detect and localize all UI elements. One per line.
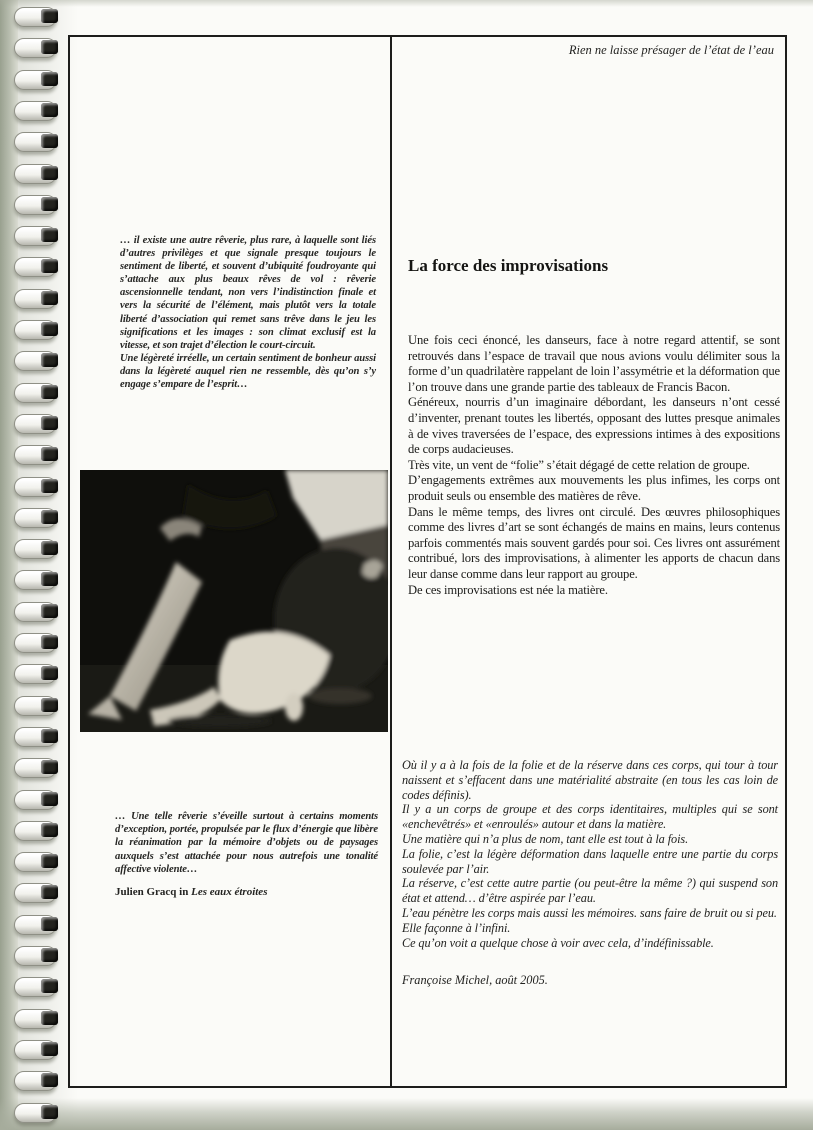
quote-attribution — [115, 886, 378, 898]
scanner-background-top — [0, 0, 813, 7]
binding-ring — [14, 1070, 58, 1092]
binding-ring — [14, 601, 58, 623]
running-head: Rien ne laisse présager de l’état de l’eau — [568, 43, 774, 57]
gracq-quote-2: … Une telle rêverie s’éveille surtout à certains moments d’exception, portée, propulsée par le flux d’énergie que libère la réanimation par la mémoire d’objets ou de paysages auxquels s’est attachée pour nous autrefois une tonalité affective violente… — [115, 811, 378, 875]
binding-ring — [14, 413, 58, 435]
attribution-book-title: Les eaux étroites — [191, 886, 268, 898]
binding-ring — [14, 789, 58, 811]
binding-ring — [14, 1008, 58, 1030]
binding-ring — [14, 538, 58, 560]
binding-ring — [14, 726, 58, 748]
paragraph: Une fois ceci énoncé, les danseurs, face à notre regard attentif, se sont retrouvés dans l’espace de travail que nous avions voulu délimiter sous la forme d’un quadrilatère rappelant de loin l’assymétrie et la déformation que l’on trouve dans une grande partie des tableaux de Francis Bacon. — [408, 333, 780, 394]
binding-ring — [14, 163, 58, 185]
binding-ring — [14, 256, 58, 278]
section-title: La force des improvisations — [408, 256, 609, 275]
binding-ring — [14, 632, 58, 654]
column-divider — [390, 37, 392, 1086]
paragraph: La réserve, c’est cette autre partie (ou peut-être la même ?) qui suspend son état et attend… d’être aspirée par l’eau. — [402, 876, 778, 906]
binding-ring — [14, 225, 58, 247]
binding-ring — [14, 945, 58, 967]
body-text — [408, 333, 780, 598]
binding-ring — [14, 1102, 58, 1124]
attribution-author: Julien Gracq in — [115, 886, 192, 898]
paragraph: Ce qu’on voit a quelque chose à voir avec cela, d’indéfinissable. — [402, 935, 714, 950]
page-frame — [68, 35, 787, 1088]
binding-ring — [14, 914, 58, 936]
paragraph: D’engagements extrêmes aux mouvements les plus infimes, les corps ont produit seuls ou ensemble des matières de rêve. — [408, 473, 780, 503]
binding-ring — [14, 663, 58, 685]
commentary-text — [402, 758, 778, 950]
binding-ring — [14, 757, 58, 779]
binding-ring — [14, 1039, 58, 1061]
dance-photograph-image — [80, 470, 388, 732]
paragraph: Où il y a à la fois de la folie et de la réserve dans ces corps, qui tour à tour naissent et s’effacent dans une matérialité abstraite (en tous les cas loin de codes définis). — [402, 758, 778, 802]
binding-ring — [14, 695, 58, 717]
paragraph: Généreux, nourris d’un imaginaire débordant, les danseurs n’ont cessé d’inventer, prenant toutes les libertés, opposant des luttes presque animales à de vives traversées de l’espace, des expressions intimes à des expositions de corps audacieuses. — [408, 395, 780, 457]
scanner-background-bottom — [0, 1098, 813, 1130]
paragraph: Elle façonne à l’infini. — [402, 920, 511, 935]
binding-ring — [14, 820, 58, 842]
binding-ring — [14, 569, 58, 591]
paragraph: Il y a un corps de groupe et des corps identitaires, multiples qui se sont «enchevêtrés» et «enroulés» autour et dans la matière. — [402, 802, 778, 832]
binding-ring — [14, 319, 58, 341]
binding-ring — [14, 69, 58, 91]
paragraph: Très vite, un vent de “folie” s’était dégagé de cette relation de groupe. — [408, 457, 750, 472]
binding-ring — [14, 444, 58, 466]
paragraph: Une matière qui n’a plus de nom, tant elle est tout à la fois. — [402, 831, 689, 846]
binding-ring — [14, 976, 58, 998]
binding-ring — [14, 382, 58, 404]
paragraph: L’eau pénètre les corps mais aussi les mémoires. sans faire de bruit ou si peu. — [402, 905, 777, 920]
binding-ring — [14, 100, 58, 122]
binding-ring — [14, 131, 58, 153]
gracq-quote-1 — [120, 234, 376, 391]
paragraph: … il existe une autre rêverie, plus rare, à laquelle sont liés d’autres privilèges et que signale presque toujours le sentiment de liberté, et souvent d’ubiquité foudroyante qui s’attache aux plus beaux rêves de vol : rêverie ascensionnelle tendant, non vers l’indistinction finale et vers la sécurité de l’élément, mais plutôt vers la totale liberté d’association qui remet sans trêve dans le jeu les significations et les images : son climat exclusif est la vitesse, et son trajet d’élection le court-circuit. — [120, 235, 376, 351]
binding-ring — [14, 882, 58, 904]
binding-ring — [14, 350, 58, 372]
binding-ring — [14, 37, 58, 59]
author-signature: Françoise Michel, août 2005. — [402, 973, 548, 987]
paragraph: La folie, c’est la légère déformation dans laquelle entre une partie du corps soulevée par l’air. — [402, 846, 778, 876]
binding-ring — [14, 507, 58, 529]
binding-ring — [14, 851, 58, 873]
paragraph: De ces improvisations est née la matière. — [408, 582, 608, 597]
spiral-binding — [0, 0, 70, 1130]
dance-photograph — [80, 470, 388, 732]
binding-ring — [14, 288, 58, 310]
paragraph: Une légèreté irréelle, un certain sentiment de bonheur aussi dans la légèreté auquel rien ne ressemble, dès qu’on s’y engage s’empare de l’esprit… — [120, 352, 376, 391]
binding-ring — [14, 194, 58, 216]
binding-ring — [14, 6, 58, 28]
paragraph: Dans le même temps, des livres ont circulé. Des œuvres philosophiques comme des livres d’art se sont échangés de mains en mains, leurs contenus parfois commentés mais souvent gardés pour soi. Ces livres ont assurément contribué, lors des improvisations, à alimenter les apports de chacun dans leur danse comme dans leur rapport au groupe. — [408, 504, 780, 581]
binding-ring — [14, 476, 58, 498]
